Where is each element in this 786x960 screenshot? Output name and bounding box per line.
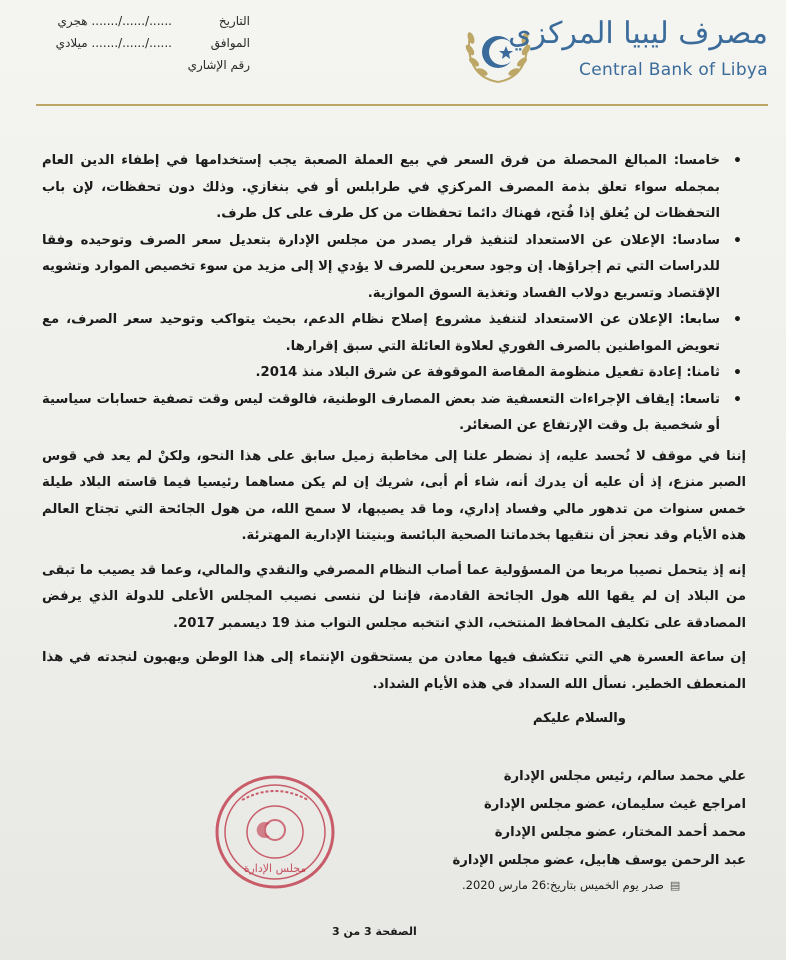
issued-text: صدر يوم الخميس بتاريخ:26 مارس 2020. [462,878,664,892]
reference-label: رقم الإشاري [187,58,250,72]
date-label: التاريخ [218,14,250,28]
signatory: علي محمد سالم، رئيس مجلس الإدارة [503,768,746,784]
official-stamp [212,772,338,892]
paragraph: إن ساعة العسرة هي التي تتكشف فيها معادن من يستحقون الإنتماء إلى هذا الوطن ويهبون لنجدته في هذا المنعطف الخطير. نسأل الله السداد في هذه الأيام الشداد. [42,650,746,692]
paragraph: إننا في موقف لا نُحسد عليه، إذ نضطر علنا إلى مخاطبة زميل سابق على هذا النحو، ولكنْ لم يعد في قوس الصبر منزع، إذ أن عليه أن يدرك أنه، شاء أم أبى، شريك إن لم يكن مساهما رئيسيا فيما قاسته البلاد طيلة خمس سنوات من تدهور مالي وفساد إداري، وما قد يصيبها، لا سمح الله، من هول الجائحة التي تجتاح العالم هذه الأيام وقد نعجز أن نتقيها بخدماتنا الصحية البائسة وبنيتنا الإدارية المهترئة. [42,448,746,543]
issued-note [462,878,680,892]
bank-name-arabic: مصرف ليبيا المركزي [508,16,768,51]
reference-block [30,10,250,76]
bank-logo [468,12,768,92]
date-value: ....../....../....... هجري [57,14,172,28]
corresponding-value: ....../....../....... ميلادي [55,36,172,50]
list-item: • سابعا: الإعلان عن الاستعداد لتنفيذ مشروع إصلاح نظام الدعم، بحيث يتواكب وتوحيد سعر الصرف، مع تعويض المواطنين بالصرف الفوري لعلاوة العائلة التي سبق إقرارها. [42,307,746,360]
page-number: الصفحة 3 من 3 [332,925,417,938]
corresponding-label: الموافق [210,36,250,50]
letter-body [42,148,746,875]
list-item: • ثامنا: إعادة تفعيل منظومة المقاصة الموقوفة عن شرق البلاد منذ 2014. [42,360,746,387]
stamp-text: مجلس الإدارة [243,862,307,875]
signatory: محمد أحمد المختار، عضو مجلس الإدارة [494,824,746,840]
signatories [42,763,746,875]
closing-greeting: والسلام عليكم [532,711,626,726]
paragraph: إنه إذ يتحمل نصيبا مربعا من المسؤولية عما أصاب النظام المصرفي والنقدي والمالي، وعما قد يصيب ما تبقى من البلاد إن لم يقها الله هول الجائحة القادمة، فإننا لن ننسى نصيب المجلس الأعلى للدولة الذي يرفض المصادقة على تكليف المحافظ المنتخب، الذي انتخبه مجلس النواب منذ 19 ديسمبر 2017. [42,562,746,631]
list-item: • تاسعا: إيقاف الإجراءات التعسفية ضد بعض المصارف الوطنية، فالوقت ليس وقت تصفية حسابات سياسية أو شخصية بل وقت الإرتفاع عن الصغائر. [42,387,746,440]
bank-name-english: Central Bank of Libya [579,60,768,80]
header-divider [36,104,768,106]
list-item: • سادسا: الإعلان عن الاستعداد لتنفيذ قرار يصدر من مجلس الإدارة بتعديل سعر الصرف وتوحيده وفقا للدراسات التي تم إجراؤها. إن وجود سعرين للصرف لا يؤدي إلا إلى مزيد من سوء تخصيص الموارد وتشويه الإقتصاد وتسريع دولاب الفساد وتغذية السوق الموازية. [42,228,746,308]
signatory: امراجع غيث سليمان، عضو مجلس الإدارة [484,796,746,812]
date-line [30,10,250,32]
corresponding-line [30,32,250,54]
reference-line [30,54,250,76]
document-icon: ▤ [669,879,681,892]
list-item: • خامسا: المبالغ المحصلة من فرق السعر في بيع العملة الصعبة يجب إستخدامها في إطفاء الدين العام بمجمله سواء تعلق بذمة المصرف المركزي في طرابلس أو في بنغازي. وذلك دون تحفظات، لإن باب التحفظات لن يُغلق إذا فُتح، فهناك دائما تحفظات من كل طرف على كل طرف. [42,148,746,228]
signatory: عبد الرحمن يوسف هابيل، عضو مجلس الإدارة [452,852,746,868]
demands-list [42,148,746,440]
